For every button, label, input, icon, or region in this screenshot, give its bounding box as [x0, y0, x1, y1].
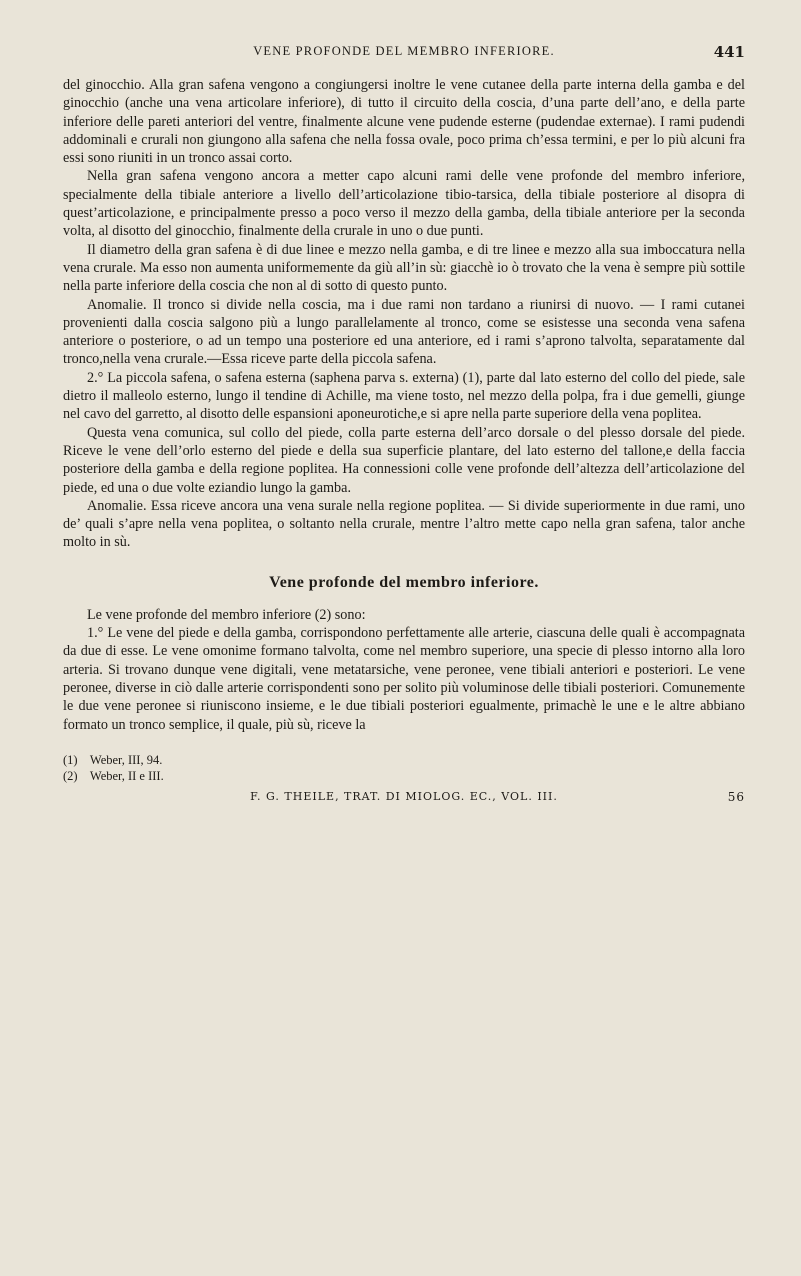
- footnote-text: Weber, III, 94.: [89, 752, 163, 767]
- paragraph: 1.° Le vene del piede e della gamba, corrispondono perfettamente alle arterie, ciascuna delle quali è accompagnata da due di esse. Le vene omonime formano talvolta, come nel membro superiore, una specie di plesso intorno alla loro arteria. Si trovano dunque vene digitali, vene metatarsiche, vene peronee, vene tibiali anteriori e posteriori. Le vene peronee, diverse in ciò dalle arterie corrispondenti sono per solito più voluminose delle tibiali posteriori. Comunemente le due vene peronee si riuniscono insieme, e le due tibiali posteriori egualmente, primachè le une e le altre abbiano formato un tronco semplice, il quale, più sù, riceve la: [63, 625, 745, 733]
- footnote-mark: (1): [63, 752, 78, 767]
- paragraph: 2.° La piccola safena, o safena esterna (saphena parva s. externa) (1), parte dal lato esterno del collo del piede, sale dietro il malleolo esterno, lungo il tendine di Achille, ma viene tosto, nel mezzo della polpa, fra i due gemelli, giunge nel cavo del garretto, al disotto delle espansioni aponeurotiche,e si apre nella parte superiore della vena poplitea.: [63, 369, 745, 423]
- sheet-number: 56: [727, 789, 745, 804]
- paragraph: del ginocchio. Alla gran safena vengono a congiungersi inoltre le vene cutanee della parte interna della gamba e del ginocchio (anche una vena articolare inferiore), di tutto il circuito della coscia, d’una parte dell’ano, e della parte inferiore delle pareti anteriori del ventre, finalmente alcune vene pudende esterne (pudendae externae). I rami pudendi addominali e crurali non giungono alla safena che nella fossa ovale, poco prima ch’essa termini, e per lo più alcuni fra essi sono riuniti in un tronco assai corto.: [63, 77, 745, 167]
- paragraph: Anomalie. Il tronco si divide nella coscia, ma i due rami non tardano a riunirsi di nuovo. — I rami cutanei provenienti dalla coscia salgono più a lungo parallelamente al tronco, come se esistesse una seconda vena safena anteriore o posteriore, o ad un tempo una posteriore ed una anteriore, ed i rami s’aprono talvolta, separatamente dal tronco,nella vena crurale.—Essa riceve parte della piccola safena.: [63, 296, 745, 368]
- page-number: 441: [713, 43, 745, 61]
- paragraph: Il diametro della gran safena è di due linee e mezzo nella gamba, e di tre linee e mezzo alla sua imboccatura nella vena crurale. Ma esso non aumenta uniformemente da giù all’in sù: giacchè io ò trovato che la vena è sempre più sottile nella parte inferiore della coscia che non al di sotto di questo punto.: [63, 241, 745, 295]
- paragraph: Anomalie. Essa riceve ancora una vena surale nella regione poplitea. — Si divide superiormente in due rami, uno de’ quali s’apre nella vena poplitea, o soltanto nella crurale, mentre l’altro mette capo nella gran safena, talor anche molto in sù.: [63, 497, 745, 551]
- footnote-text: Weber, II e III.: [89, 768, 164, 783]
- paragraph: Nella gran safena vengono ancora a metter capo alcuni rami delle vene profonde del membro inferiore, specialmente della tibiale anteriore a livello dell’articolazione tibio-tarsica, della tibiale posteriore al disopra di quest’articolazione, e principalmente presso a poco verso il mezzo della gamba, della tibiale anteriore per la seconda volta, al disotto del ginocchio, finalmente della crurale in uno o due punti.: [63, 168, 745, 240]
- printer-signature: [63, 790, 745, 803]
- footnote-mark: (2): [63, 768, 78, 783]
- paragraph: Questa vena comunica, sul collo del piede, colla parte esterna dell’arco dorsale o del plesso dorsale del piede. Riceve le vene dell’orlo esterno del piede e della sua superficie plantare, del lato esterno del tallone,e della faccia posteriore della gamba e della regione poplitea. Ha connessioni colle vene profonde dell’altezza dell’articolazione del piede, ed una o due volte eziandio lungo la gamba.: [63, 424, 745, 496]
- running-title: VENE PROFONDE DEL MEMBRO INFERIORE.: [253, 44, 555, 58]
- main-text: [63, 76, 745, 734]
- section-heading: Vene profonde del membro inferiore.: [269, 573, 539, 591]
- running-head: [63, 44, 745, 68]
- footnotes: [63, 752, 745, 784]
- signature-text: F. G. THEILE, TRAT. DI MIOLOG. EC., VOL. III.: [250, 789, 558, 803]
- paragraph: Le vene profonde del membro inferiore (2) sono:: [87, 606, 366, 623]
- footnote: [63, 752, 745, 768]
- footnote: [63, 768, 745, 784]
